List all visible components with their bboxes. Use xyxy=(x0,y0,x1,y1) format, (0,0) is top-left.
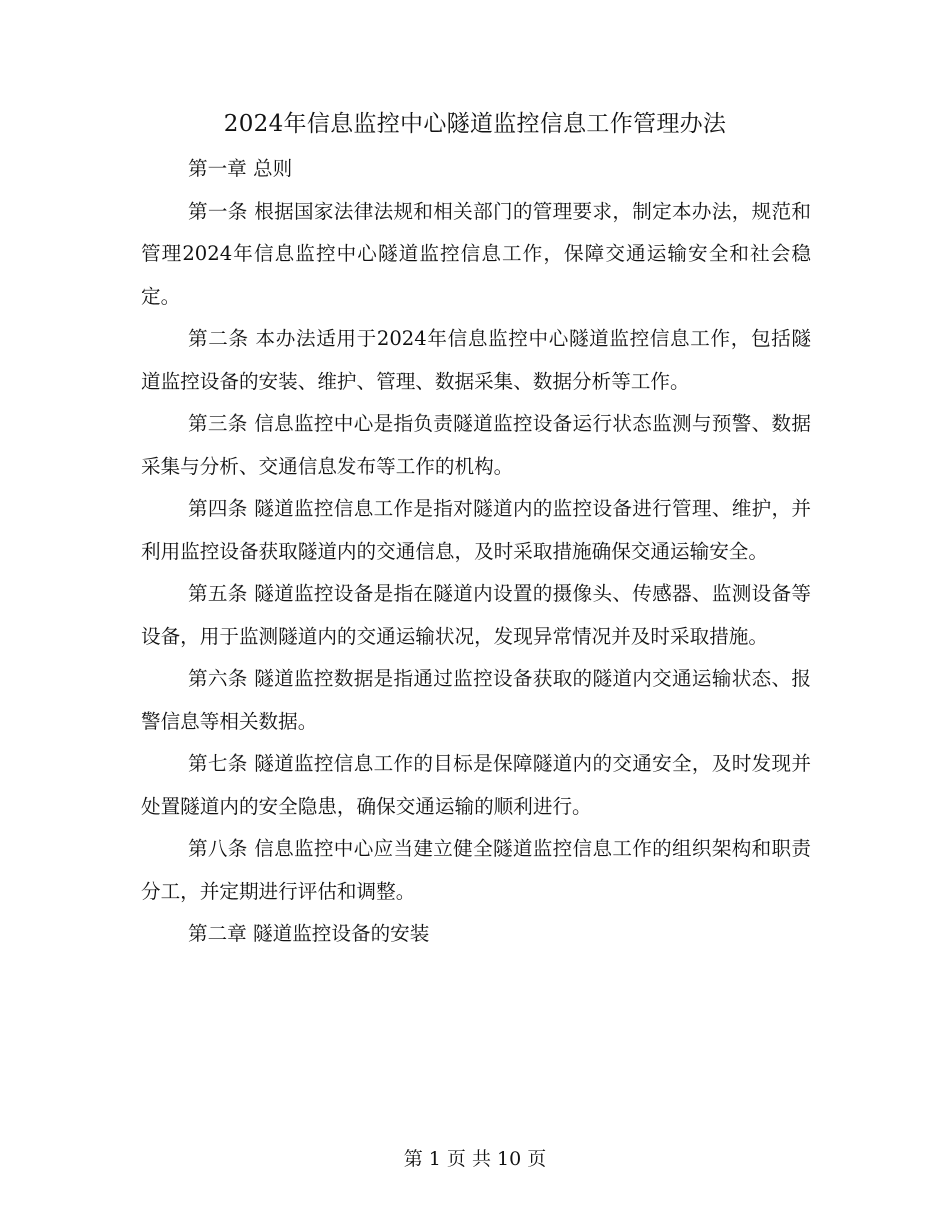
article-3: 第三条 信息监控中心是指负责隧道监控设备运行状态监测与预警、数据采集与分析、交通信息发布等工作的机构。 xyxy=(141,412,811,478)
chapter-heading-2: 第二章 隧道监控设备的安装 xyxy=(188,922,430,945)
article-8: 第八条 信息监控中心应当建立健全隧道监控信息工作的组织架构和职责分工，并定期进行评估和调整。 xyxy=(141,837,811,903)
article-6: 第六条 隧道监控数据是指通过监控设备获取的隧道内交通运输状态、报警信息等相关数据。 xyxy=(141,667,811,733)
article-4: 第四条 隧道监控信息工作是指对隧道内的监控设备进行管理、维护，并利用监控设备获取隧道内的交通信息，及时采取措施确保交通运输安全。 xyxy=(141,497,811,563)
page-number: 第 1 页 共 10 页 xyxy=(403,1148,547,1170)
chapter-heading-1: 第一章 总则 xyxy=(188,157,293,180)
article-7: 第七条 隧道监控信息工作的目标是保障隧道内的交通安全，及时发现并处置隧道内的安全隐患，确保交通运输的顺利进行。 xyxy=(141,752,811,818)
article-1: 第一条 根据国家法律法规和相关部门的管理要求，制定本办法，规范和管理2024年信息监控中心隧道监控信息工作，保障交通运输安全和社会稳定。 xyxy=(141,199,811,308)
document-body xyxy=(141,148,811,956)
document-title: 2024年信息监控中心隧道监控信息工作管理办法 xyxy=(223,111,727,137)
article-5: 第五条 隧道监控设备是指在隧道内设置的摄像头、传感器、监测设备等设备，用于监测隧道内的交通运输状况，发现异常情况并及时采取措施。 xyxy=(141,582,811,648)
article-2: 第二条 本办法适用于2024年信息监控中心隧道监控信息工作，包括隧道监控设备的安装、维护、管理、数据采集、数据分析等工作。 xyxy=(141,327,811,393)
